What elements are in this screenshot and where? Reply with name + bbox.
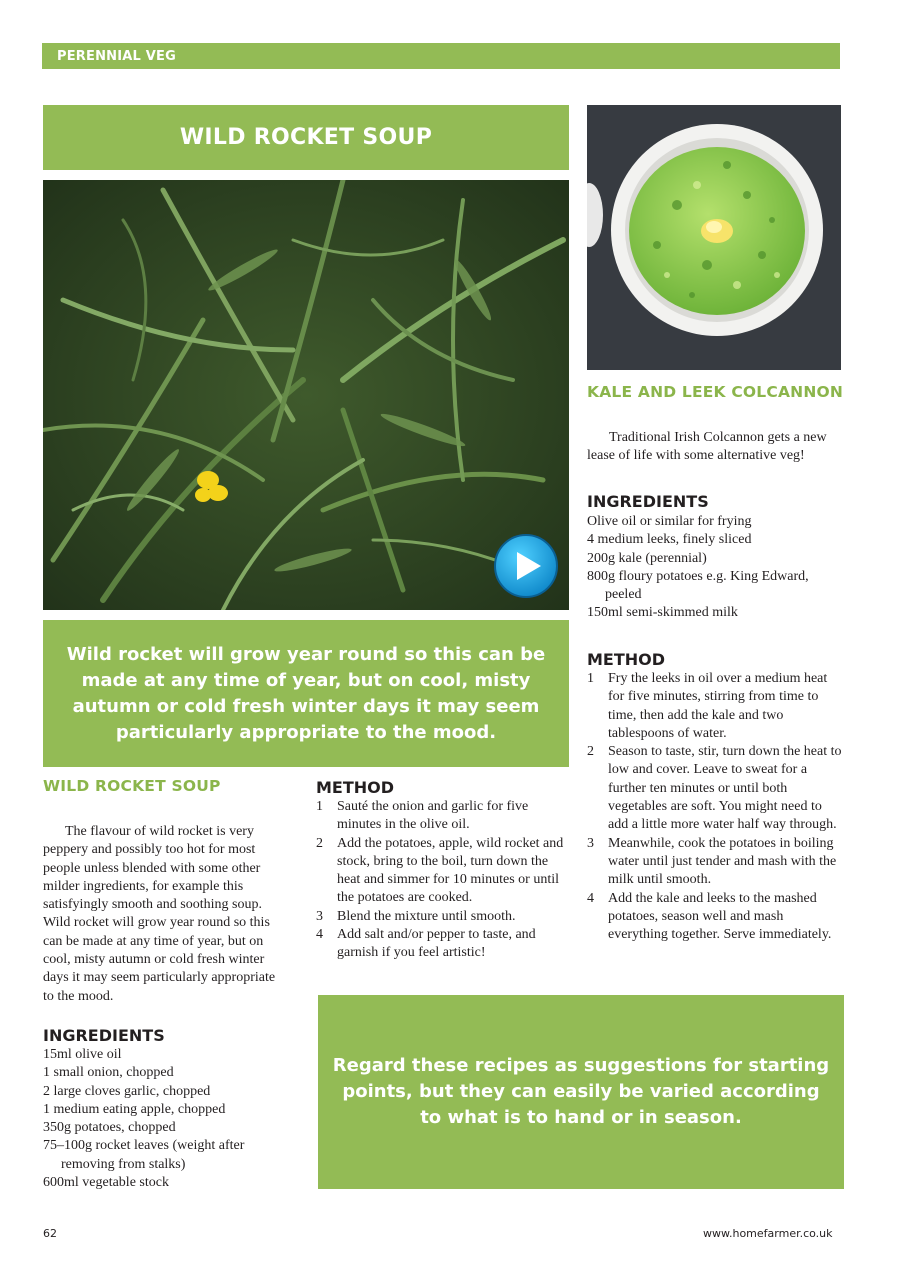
main-title-box [43,105,569,170]
list-item: 15ml olive oil [43,1047,122,1062]
pull-quote-text: Wild rocket will grow year round so this can be made at any time of year, but on cool, misty autumn or cold fresh winter days it may seem particularly appropriate to the mood. [66,643,546,743]
wild-rocket-ingredients-heading: INGREDIENTS [43,1026,165,1045]
colcannon-intro-text: Traditional Irish Colcannon gets a new lease of life with some alternative veg! [587,430,827,464]
wild-rocket-intro-text: The flavour of wild rocket is very peppery and possibly too hot for most people unless blended with some other milder ingredients, for example this satisfyingly smooth and soothing soup. Wild rocket will grow year round so this can be made at any time of year, but on cool, misty autumn or cold fresh winter days it may seem particularly appropriate to the mood. [43,824,276,1004]
list-item [316,798,570,835]
colcannon-ingredients-list [587,513,842,623]
list-item: 4 medium leeks, finely sliced [587,532,752,548]
step-number: 3 [587,835,594,851]
main-title: WILD ROCKET SOUP [179,125,433,150]
wild-rocket-method-list [316,798,570,963]
pull-quote-rocket [43,620,569,767]
colcannon-ingredients-heading: INGREDIENTS [587,492,709,511]
step-text: Add salt and/or pepper to taste, and garnish if you feel artistic! [337,927,536,961]
step-number: 4 [316,927,323,943]
wild-rocket-photo [43,180,569,610]
website-link[interactable]: www.homefarmer.co.uk [703,1227,833,1240]
section-header-bar [42,43,840,69]
list-item: 1 medium eating apple, chopped [43,1101,226,1117]
step-text: Meanwhile, cook the potatoes in boiling water until just tender and mash with the milk until smooth. [608,835,837,888]
list-item: 200g kale (perennial) [587,550,707,566]
list-item: 800g floury potatoes e.g. King Edward, peeled [587,568,809,603]
list-item: 75–100g rocket leaves (weight after removing from stalks) [43,1138,245,1172]
colcannon-method-heading: METHOD [587,650,666,669]
wild-rocket-subhead: WILD ROCKET SOUP [43,777,221,795]
colcannon-photo [587,105,841,370]
step-number: 2 [587,744,594,760]
wild-rocket-intro [43,823,288,1006]
step-number: 2 [316,835,323,851]
list-item: 1 small onion, chopped [43,1065,174,1081]
list-item: 150ml semi-skimmed milk [587,605,738,621]
list-item: Olive oil or similar for frying [587,514,752,529]
list-item [587,890,843,945]
step-text: Add the kale and leeks to the mashed potatoes, season well and mash everything together. Serve immediately. [608,890,832,943]
wild-rocket-method-heading: METHOD [316,778,395,797]
list-item [587,670,843,743]
list-item: 600ml vegetable stock [43,1175,169,1191]
colcannon-subhead: KALE AND LEEK COLCANNON [587,383,844,401]
step-text: Sauté the onion and garlic for five minutes in the olive oil. [337,799,529,833]
list-item [316,926,570,963]
section-label: PERENNIAL VEG [57,49,176,64]
pull-quote-text: Regard these recipes as suggestions for starting points, but they can easily be varied according to what is to hand or in season. [332,1055,830,1128]
list-item [316,908,570,926]
wild-rocket-ingredients-list [43,1046,288,1192]
colcannon-method-list [587,670,843,944]
list-item: 350g potatoes, chopped [43,1120,176,1136]
list-item [587,743,843,834]
step-number: 3 [316,908,323,924]
play-icon[interactable] [495,535,557,597]
list-item: 2 large cloves garlic, chopped [43,1083,211,1099]
step-text: Blend the mixture until smooth. [337,908,516,924]
step-number: 1 [587,671,594,686]
step-number: 1 [316,799,323,814]
step-text: Add the potatoes, apple, wild rocket and stock, bring to the boil, turn down the heat and simmer for 10 minutes or until the potatoes are cooked. [337,835,564,906]
pull-quote-suggestions [318,995,844,1189]
list-item [316,835,570,908]
list-item [587,835,843,890]
step-text: Fry the leeks in oil over a medium heat for five minutes, stirring from time to time, then add the kale and two tablespoons of water. [608,671,828,741]
page-number: 62 [43,1227,57,1240]
colcannon-intro [587,429,842,466]
step-number: 4 [587,890,594,906]
step-text: Season to taste, stir, turn down the heat to low and cover. Leave to sweat for a further ten minutes or until both vegetables are soft. You might need to add a little more water half way through. [608,744,842,833]
